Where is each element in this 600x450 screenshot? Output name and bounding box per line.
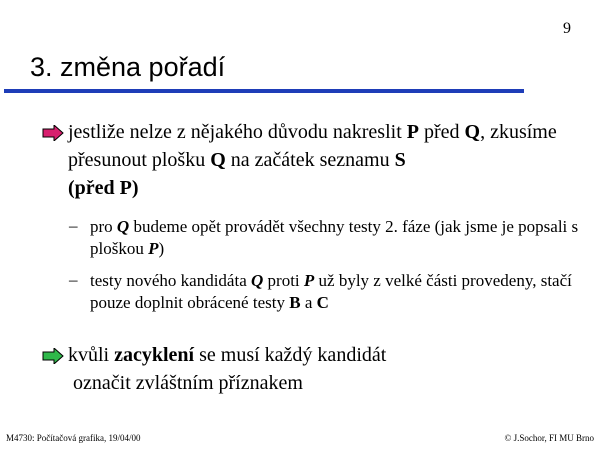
bullet-2-text: kvůli [68,344,115,366]
bullet-1-q: Q [464,121,481,143]
bullet-2-text: se musí každý kandidát [194,344,387,366]
bullet-1-q: Q [210,149,226,171]
page-number: 9 [563,20,571,37]
bullet-1-text: , zkusíme přesunout plošku [68,121,557,171]
subbullet-1-q: Q [116,217,130,236]
subbullet-1-text: ) [158,239,165,258]
subbullet-2-p: P [303,271,315,290]
bullet-1-text: jestliže nelze z nějakého důvodu nakreslit [68,121,407,143]
bullet-2 [68,341,578,397]
subbullet-1-p: P [148,239,159,258]
bullet-2-text: označit zvláštním příznakem [73,372,303,394]
subbullet-1-text: budeme opět provádět všechny testy 2. fáze (jak jsme je popsali s ploškou [90,217,579,258]
bullet-1 [68,118,578,202]
subbullet-1-dash: – [69,216,78,235]
subbullet-1-text: pro [90,217,117,236]
bullet-1-before-p: (před P) [68,177,139,199]
footer-copyright: © J.Sochor, FI MU Brno [504,433,594,443]
subbullet-2-dash: – [69,270,78,289]
bullet-1-p: P [406,121,419,143]
subbullet-2-text: už byly z velké části provedeny, stačí pouze doplnit obrácené testy [90,271,572,312]
subbullet-2-text: a [300,293,317,312]
bullet-1-text: na začátek seznamu [225,149,395,171]
footer-course: M4730: Počítačová grafika, 19/04/00 [6,433,141,443]
slide-title: 3. změna pořadí [30,52,226,82]
bullet-2-keyword: zacyklení [114,344,195,366]
subbullet-2-q: Q [251,271,264,290]
arrow-right-icon [42,348,64,364]
bullet-1-s: S [394,149,406,171]
subbullet-1 [90,216,580,260]
subbullet-2-text: proti [263,271,304,290]
subbullet-2-text: testy nového kandidáta [90,271,251,290]
subbullet-2-c: C [316,293,329,312]
bullet-1-text: před [418,121,465,143]
subbullet-2-b: B [289,293,301,312]
subbullet-2 [90,270,580,314]
arrow-right-icon [42,125,64,141]
title-underline [4,89,524,93]
